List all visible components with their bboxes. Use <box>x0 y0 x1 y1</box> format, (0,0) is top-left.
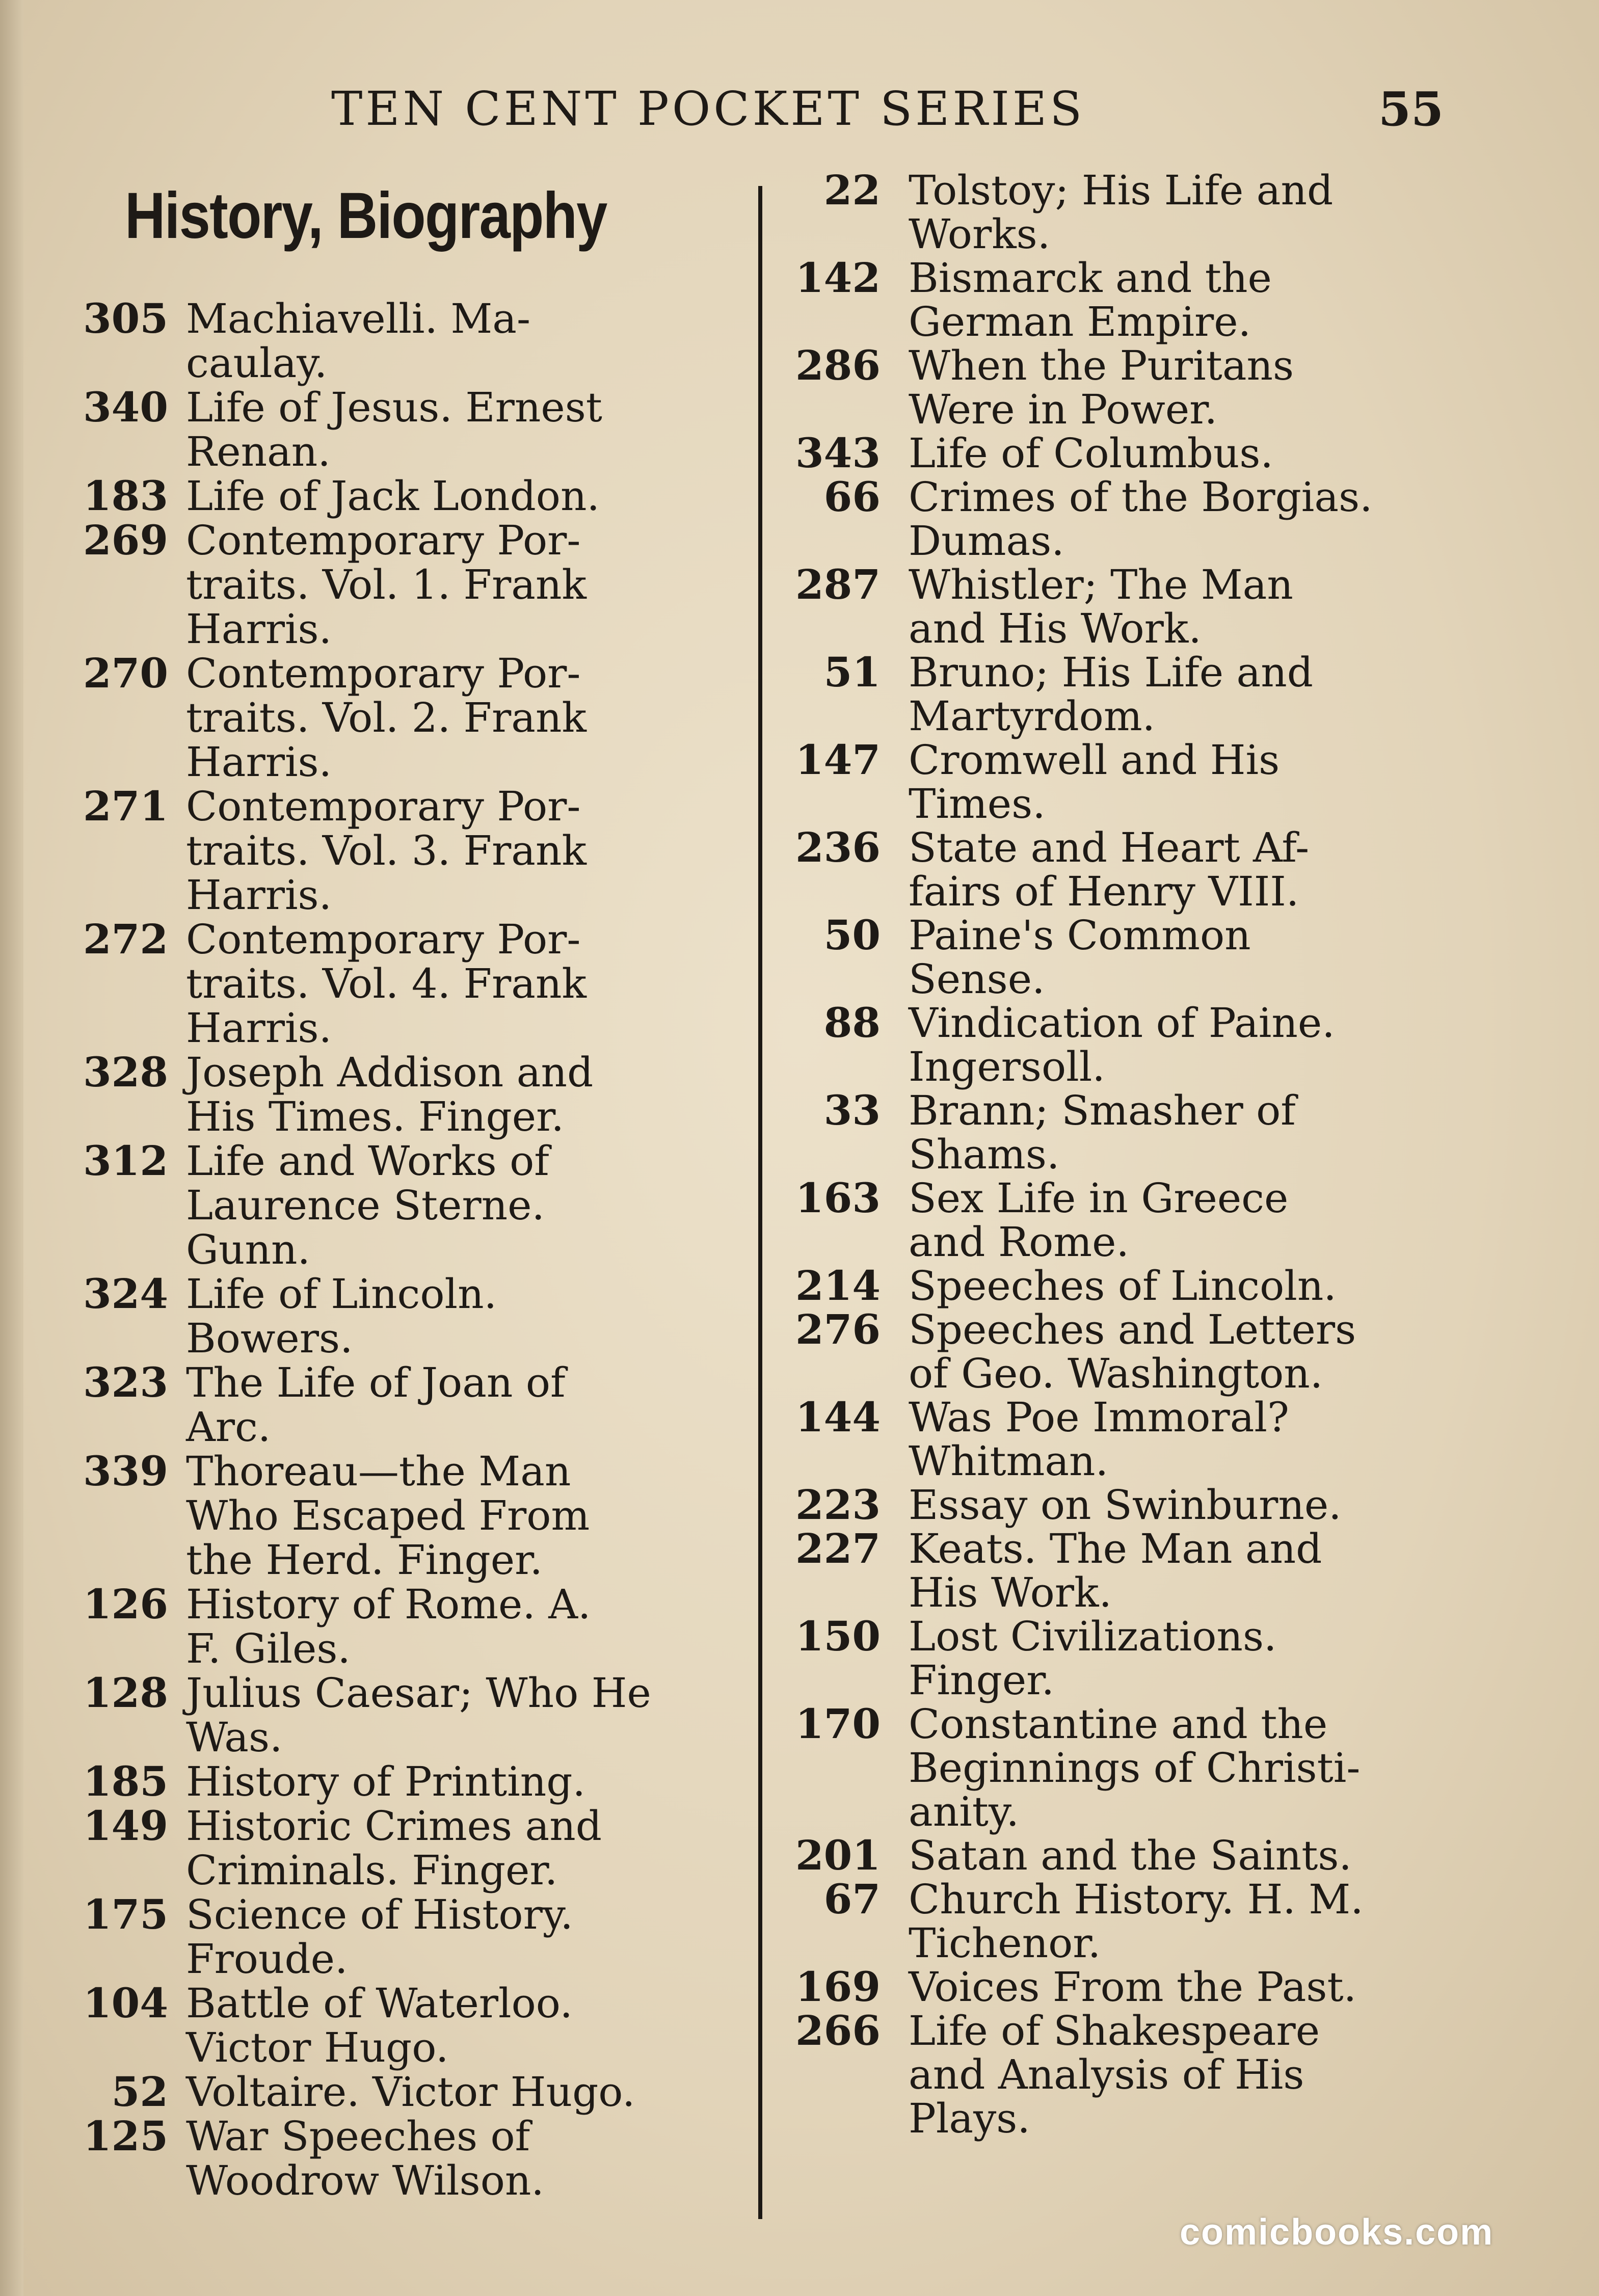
entry-title-line: Contemporary Por- <box>186 783 581 830</box>
entry-number: 340 <box>83 383 168 431</box>
entry-title-line: Essay on Swinburne. <box>909 1481 1342 1529</box>
entry-title-line: Vindication of Paine. <box>909 999 1335 1047</box>
entry-number: 324 <box>83 1270 168 1318</box>
entry-number: 185 <box>83 1757 168 1805</box>
entry-number: 128 <box>83 1669 168 1717</box>
entry-title-line: Harris. <box>186 605 332 653</box>
entry-title-line: Life of Lincoln. <box>186 1270 497 1318</box>
entry-title-line: Life and Works of <box>186 1137 549 1185</box>
entry-title-line: Keats. The Man and <box>909 1525 1322 1572</box>
entry-title-line: History of Rome. A. <box>186 1581 591 1628</box>
entry-number: 183 <box>83 472 168 520</box>
entry-number: 52 <box>111 2068 168 2116</box>
entry-title-line: His Work. <box>909 1569 1112 1616</box>
entry-number: 214 <box>795 1262 881 1310</box>
entry-number: 266 <box>795 2007 881 2054</box>
entry-title-line: Finger. <box>909 1657 1055 1704</box>
entry-title-line: traits. Vol. 2. Frank <box>186 694 587 741</box>
entry-number: 126 <box>83 1580 168 1628</box>
entry-number: 305 <box>83 295 168 342</box>
entry-number: 125 <box>83 2112 168 2160</box>
entry-title-line: Harris. <box>186 1004 332 1052</box>
entry-title-line: anity. <box>909 1788 1019 1835</box>
entry-number: 286 <box>795 341 881 389</box>
entry-title-line: Voices From the Past. <box>909 1963 1357 2011</box>
entry-title-line: Sense. <box>909 955 1045 1003</box>
entry-title-line: Tichenor. <box>909 1919 1101 1967</box>
entry-title-line: Brann; Smasher of <box>909 1087 1296 1134</box>
entry-number: 144 <box>795 1393 881 1441</box>
entry-title-line: and His Work. <box>909 605 1202 652</box>
entry-title-line: Battle of Waterloo. <box>186 1980 573 2027</box>
entry-title-line: Life of Columbus. <box>909 430 1273 477</box>
entry-number: 50 <box>823 911 881 959</box>
entry-title-line: Dumas. <box>909 517 1064 565</box>
entry-title-line: the Herd. Finger. <box>186 1536 543 1584</box>
entry-title-line: traits. Vol. 3. Frank <box>186 827 587 874</box>
entry-title-line: Contemporary Por- <box>186 517 581 564</box>
entry-title-line: Machiavelli. Ma- <box>186 295 531 342</box>
entry-title-line: and Analysis of His <box>909 2051 1304 2098</box>
page-number: 55 <box>1378 82 1444 137</box>
entry-number: 272 <box>83 915 168 963</box>
entry-title-line: Constantine and the <box>909 1700 1328 1748</box>
entry-number: 269 <box>83 516 168 564</box>
entry-title-line: Shams. <box>909 1131 1060 1178</box>
entry-title-line: Froude. <box>186 1935 348 1983</box>
entry-number: 312 <box>83 1137 168 1185</box>
column-divider <box>758 186 762 2219</box>
entry-number: 276 <box>795 1305 881 1353</box>
entry-title-line: Martyrdom. <box>909 692 1156 740</box>
entry-title-line: Lost Civilizations. <box>909 1613 1277 1660</box>
entry-title-line: Bowers. <box>186 1315 353 1362</box>
entry-title-line: Joseph Addison and <box>186 1049 594 1096</box>
entry-title-line: Speeches and Letters <box>909 1306 1356 1353</box>
entry-title-line: State and Heart Af- <box>909 824 1310 871</box>
entry-title-line: Whitman. <box>909 1437 1108 1485</box>
entry-number: 323 <box>83 1358 168 1406</box>
entry-title-line: Victor Hugo. <box>186 2024 449 2071</box>
entry-title-line: Satan and the Saints. <box>909 1832 1352 1879</box>
entry-number: 270 <box>83 649 168 697</box>
entry-number: 170 <box>795 1700 881 1748</box>
entry-title-line: History of Printing. <box>186 1758 585 1805</box>
entry-number: 22 <box>823 166 881 214</box>
entry-title-line: When the Puritans <box>909 342 1294 389</box>
entry-number: 175 <box>83 1890 168 1938</box>
entry-title-line: His Times. Finger. <box>186 1093 564 1140</box>
entry-title-line: Church History. H. M. <box>909 1876 1364 1923</box>
entry-number: 236 <box>795 823 881 871</box>
page-gutter <box>0 0 23 2296</box>
entry-title-line: traits. Vol. 4. Frank <box>186 960 587 1007</box>
entry-title-line: Life of Jack London. <box>186 472 600 520</box>
entry-number: 169 <box>795 1963 881 2011</box>
entry-title-line: Times. <box>909 780 1046 827</box>
entry-title-line: Laurence Sterne. <box>186 1182 545 1229</box>
entry-title-line: Harris. <box>186 738 332 786</box>
entry-title-line: Science of History. <box>186 1891 573 1938</box>
entry-number: 201 <box>795 1831 881 1879</box>
entry-number: 287 <box>795 560 881 608</box>
entry-title-line: Criminals. Finger. <box>186 1847 558 1894</box>
entry-number: 104 <box>83 1979 168 2027</box>
entry-title-line: Were in Power. <box>909 386 1218 433</box>
entry-number: 227 <box>795 1525 881 1572</box>
entry-title-line: Speeches of Lincoln. <box>909 1262 1337 1310</box>
entry-title-line: Works. <box>909 210 1051 258</box>
entry-title-line: Julius Caesar; Who He <box>186 1669 651 1717</box>
entry-number: 150 <box>795 1612 881 1660</box>
entry-number: 223 <box>795 1481 881 1529</box>
entry-number: 51 <box>823 648 881 696</box>
entry-number: 66 <box>823 473 881 521</box>
entry-title-line: Plays. <box>909 2095 1030 2142</box>
entry-number: 142 <box>795 254 881 302</box>
entry-title-line: Thoreau—the Man <box>186 1448 571 1495</box>
entry-number: 67 <box>823 1875 881 1923</box>
entry-number: 328 <box>83 1048 168 1096</box>
entry-title-line: Gunn. <box>186 1226 310 1273</box>
entry-title-line: German Empire. <box>909 298 1251 345</box>
entry-title-line: Bismarck and the <box>909 254 1272 302</box>
entry-title-line: Was Poe Immoral? <box>909 1394 1289 1441</box>
entry-title-line: Arc. <box>186 1403 271 1451</box>
entry-title-line: Beginnings of Christi- <box>909 1744 1361 1792</box>
entry-title-line: Harris. <box>186 871 332 919</box>
entry-number: 271 <box>83 782 168 830</box>
entry-title-line: Cromwell and His <box>909 736 1280 784</box>
entry-title-line: Contemporary Por- <box>186 916 581 963</box>
entry-title-line: Life of Shakespeare <box>909 2007 1320 2054</box>
entry-number: 163 <box>795 1174 881 1222</box>
running-head: TEN CENT POCKET SERIES <box>331 82 1085 136</box>
entry-title-line: caulay. <box>186 339 328 387</box>
entry-title-line: Voltaire. Victor Hugo. <box>186 2068 635 2116</box>
section-heading: History, Biography <box>125 179 607 252</box>
entry-title-line: The Life of Joan of <box>186 1359 566 1406</box>
entry-number: 149 <box>83 1802 168 1850</box>
entry-title-line: fairs of Henry VIII. <box>909 868 1299 915</box>
entry-title-line: Whistler; The Man <box>909 561 1293 608</box>
entry-title-line: Bruno; His Life and <box>909 649 1313 696</box>
entry-title-line: Who Escaped From <box>186 1492 590 1539</box>
entry-number: 33 <box>823 1086 881 1134</box>
entry-number: 147 <box>795 736 881 784</box>
entry-title-line: Renan. <box>186 428 331 475</box>
entry-title-line: Tolstoy; His Life and <box>909 167 1334 214</box>
entry-title-line: Historic Crimes and <box>186 1802 602 1850</box>
entry-title-line: Sex Life in Greece <box>909 1174 1289 1222</box>
entry-number: 343 <box>795 429 881 477</box>
entry-title-line: of Geo. Washington. <box>909 1350 1323 1397</box>
entry-title-line: Woodrow Wilson. <box>186 2157 544 2204</box>
entry-title-line: F. Giles. <box>186 1625 351 1672</box>
entry-title-line: Contemporary Por- <box>186 650 581 697</box>
entry-title-line: Ingersoll. <box>909 1043 1105 1090</box>
watermark: comicbooks.com <box>1180 2212 1494 2253</box>
entry-title-line: Life of Jesus. Ernest <box>186 384 602 431</box>
entry-title-line: Paine's Common <box>909 912 1251 959</box>
entry-title-line: Was. <box>186 1714 283 1761</box>
entry-title-line: traits. Vol. 1. Frank <box>186 561 587 608</box>
entry-number: 339 <box>83 1447 168 1495</box>
entry-title-line: Crimes of the Borgias. <box>909 473 1373 521</box>
entry-title-line: and Rome. <box>909 1218 1129 1266</box>
entry-title-line: War Speeches of <box>186 2113 530 2160</box>
entry-number: 88 <box>823 999 881 1047</box>
